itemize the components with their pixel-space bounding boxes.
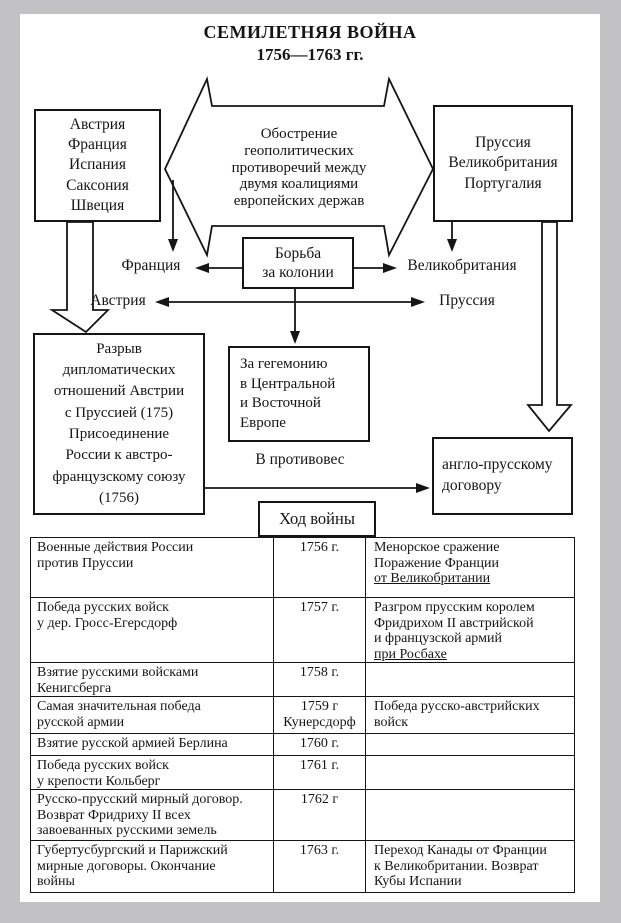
table-row — [31, 663, 575, 697]
result-cell: Переход Канады от Франции к Великобритании. Возврат Кубы Испании — [366, 841, 575, 893]
result-cell — [366, 756, 575, 790]
table-row — [31, 790, 575, 841]
result-cell: Менорское сражение Поражение Франции от Великобритании — [366, 538, 575, 598]
year-cell: 1758 г. — [274, 663, 366, 697]
colonies-to-britain-head — [383, 263, 397, 273]
year-cell: 1759 г Кунерсдорф — [274, 697, 366, 734]
title-line-1: СЕМИЛЕТНЯЯ ВОЙНА — [203, 22, 417, 42]
arrow-to-france-head — [168, 239, 178, 252]
event-cell: Самая значительная победа русской армии — [31, 697, 274, 734]
event-cell: Взятие русской армией Берлина — [31, 734, 274, 756]
left-coalition-box: Австрия Франция Испания Саксония Швеция — [34, 109, 161, 222]
conflict-statement: Обострение геополитических противоречий между двумя коалициями европейских держав — [231, 125, 367, 210]
austria-prussia-head-right — [411, 297, 425, 307]
year-cell: 1763 г. — [274, 841, 366, 893]
year-cell: 1757 г. — [274, 598, 366, 663]
arrow-to-britain-head — [447, 239, 457, 252]
table-row — [31, 598, 575, 663]
counterweight-label: В противовес — [255, 451, 345, 468]
table-row — [31, 734, 575, 756]
event-cell: Победа русских войск у дер. Гросс-Егерсдорф — [31, 598, 274, 663]
title-line-2: 1756—1763 гг. — [256, 45, 364, 64]
block-arrow-down-left — [52, 222, 108, 332]
event-cell: Победа русских войск у крепости Кольберг — [31, 756, 274, 790]
war-timeline-table — [30, 537, 575, 893]
result-cell: Победа русско-австрийских войск — [366, 697, 575, 734]
result-cell — [366, 734, 575, 756]
label-france: Франция — [121, 257, 181, 274]
rupture-box: Разрыв дипломатических отношений Австрии с Пруссией (175) Присоединение России к австро- французскому союзу (1756) — [33, 333, 205, 515]
year-cell: 1762 г — [274, 790, 366, 841]
year-cell: 1761 г. — [274, 756, 366, 790]
anglo-prussian-box: англо-прусскому договору — [432, 437, 573, 515]
result-cell: Разгром прусским королем Фридрихом II австрийской и французской армий при Росбахе — [366, 598, 575, 663]
event-cell: Военные действия России против Пруссии — [31, 538, 274, 598]
year-cell: 1756 г. — [274, 538, 366, 598]
hegemony-box: За гегемонию в Центральной и Восточной Европе — [228, 346, 370, 442]
colonies-to-hegemony-head — [290, 331, 300, 344]
colonies-box: Борьба за колонии — [242, 237, 354, 289]
label-britain: Великобритания — [407, 257, 517, 274]
page — [20, 14, 600, 902]
result-cell — [366, 790, 575, 841]
block-arrow-down-right — [528, 222, 571, 431]
table-row — [31, 841, 575, 893]
event-cell: Русско-прусский мирный договор. Возврат Фридриху II всех завоеванных русскими земель — [31, 790, 274, 841]
table-row — [31, 538, 575, 598]
year-cell: 1760 г. — [274, 734, 366, 756]
label-prussia: Пруссия — [439, 292, 495, 309]
colonies-to-france-head — [195, 263, 209, 273]
table-row — [31, 756, 575, 790]
label-austria: Австрия — [90, 292, 146, 309]
result-cell — [366, 663, 575, 697]
counterweight-arrow-head — [416, 483, 430, 493]
war-course-box: Ход войны — [258, 501, 376, 537]
page-title — [20, 22, 600, 65]
event-cell: Губертусбургский и Парижский мирные договоры. Окончание войны — [31, 841, 274, 893]
right-coalition-box: Пруссия Великобритания Португалия — [433, 105, 573, 222]
table-row — [31, 697, 575, 734]
event-cell: Взятие русскими войсками Кенигсберга — [31, 663, 274, 697]
